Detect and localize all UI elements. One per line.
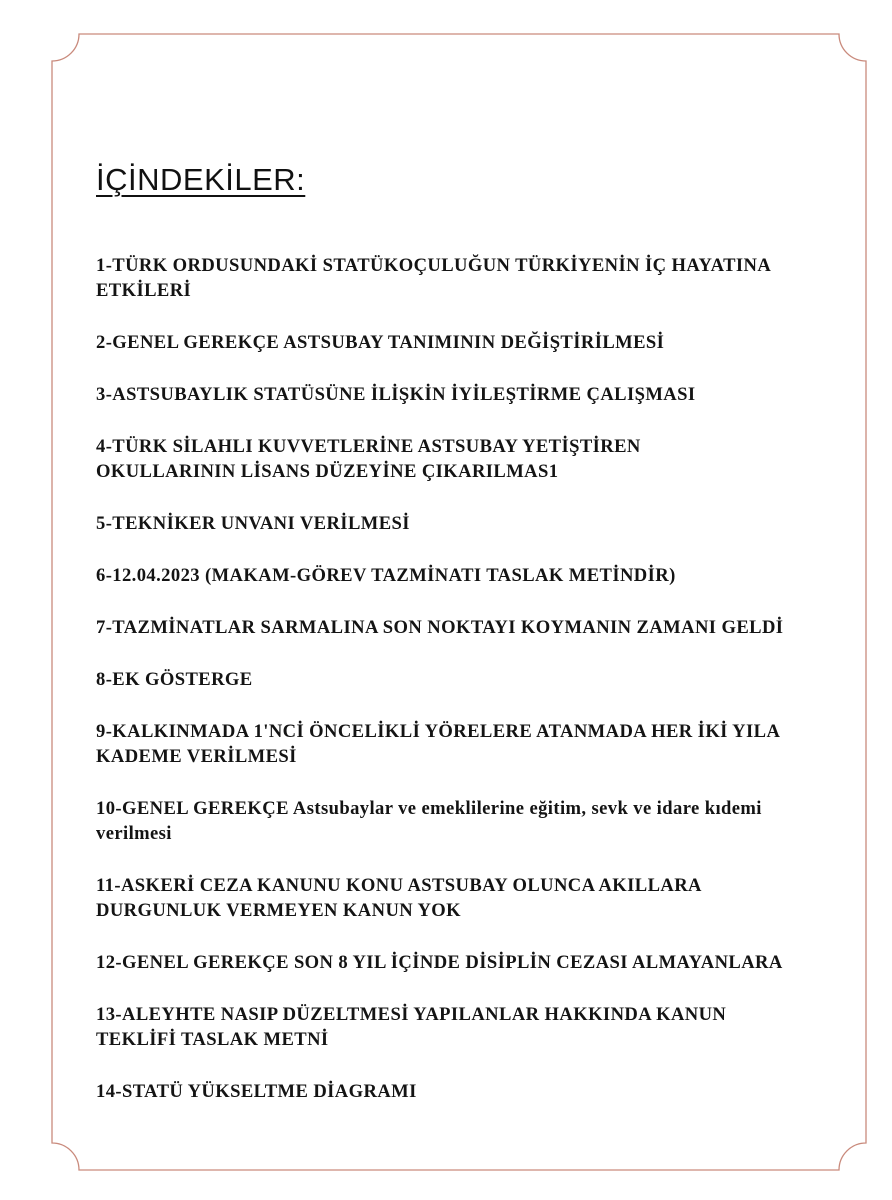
table-of-contents bbox=[96, 253, 836, 1131]
toc-entry bbox=[96, 511, 836, 536]
toc-entry bbox=[96, 382, 836, 407]
toc-entry-line: verilmesi bbox=[96, 823, 172, 844]
toc-entry-line: 12-GENEL GEREKÇE SON 8 YIL İÇİNDE DİSİPLİN CEZASI ALMAYANLARA bbox=[96, 952, 783, 973]
toc-entry-line: ETKİLERİ bbox=[96, 280, 192, 301]
toc-entry bbox=[96, 253, 836, 303]
page-title: İÇİNDEKİLER: bbox=[96, 162, 306, 197]
toc-entry bbox=[96, 330, 836, 355]
toc-entry-line: 7-TAZMİNATLAR SARMALINA SON NOKTAYI KOYMANIN ZAMANI GELDİ bbox=[96, 617, 784, 638]
toc-entry-line: 3-ASTSUBAYLIK STATÜSÜNE İLİŞKİN İYİLEŞTİRME ÇALIŞMASI bbox=[96, 384, 696, 405]
toc-entry bbox=[96, 719, 836, 769]
toc-entry bbox=[96, 796, 836, 846]
toc-entry-line: 14-STATÜ YÜKSELTME DİAGRAMI bbox=[96, 1081, 417, 1102]
toc-entry bbox=[96, 563, 836, 588]
toc-entry bbox=[96, 667, 836, 692]
toc-entry-line: 5-TEKNİKER UNVANI VERİLMESİ bbox=[96, 513, 410, 534]
toc-entry-line: 1-TÜRK ORDUSUNDAKİ STATÜKOÇULUĞUN TÜRKİYENİN İÇ HAYATINA bbox=[96, 255, 772, 276]
toc-entry bbox=[96, 434, 836, 484]
toc-entry-line: 4-TÜRK SİLAHLI KUVVETLERİNE ASTSUBAY YETİŞTİREN bbox=[96, 436, 641, 457]
toc-entry-line: 2-GENEL GEREKÇE ASTSUBAY TANIMININ DEĞİŞTİRİLMESİ bbox=[96, 332, 665, 353]
toc-entry-line: DURGUNLUK VERMEYEN KANUN YOK bbox=[96, 900, 462, 921]
toc-entry-line: 8-EK GÖSTERGE bbox=[96, 669, 253, 690]
toc-entry-line: OKULLARININ LİSANS DÜZEYİNE ÇIKARILMAS1 bbox=[96, 461, 559, 482]
toc-entry-line: 13-ALEYHTE NASIP DÜZELTMESİ YAPILANLAR HAKKINDA KANUN bbox=[96, 1004, 727, 1025]
toc-entry-line: 6-12.04.2023 (MAKAM-GÖREV TAZMİNATI TASLAK METİNDİR) bbox=[96, 565, 676, 586]
toc-entry-line: TEKLİFİ TASLAK METNİ bbox=[96, 1029, 329, 1050]
toc-entry-line: 10-GENEL GEREKÇE Astsubaylar ve emeklilerine eğitim, sevk ve idare kıdemi bbox=[96, 798, 762, 819]
toc-entry bbox=[96, 873, 836, 923]
toc-entry-line: 11-ASKERİ CEZA KANUNU KONU ASTSUBAY OLUNCA AKILLARA bbox=[96, 875, 702, 896]
toc-entry bbox=[96, 1079, 836, 1104]
toc-entry bbox=[96, 615, 836, 640]
toc-entry bbox=[96, 1002, 836, 1052]
toc-entry-line: 9-KALKINMADA 1'NCİ ÖNCELİKLİ YÖRELERE ATANMADA HER İKİ YILA bbox=[96, 721, 781, 742]
toc-entry bbox=[96, 950, 836, 975]
toc-entry-line: KADEME VERİLMESİ bbox=[96, 746, 297, 767]
